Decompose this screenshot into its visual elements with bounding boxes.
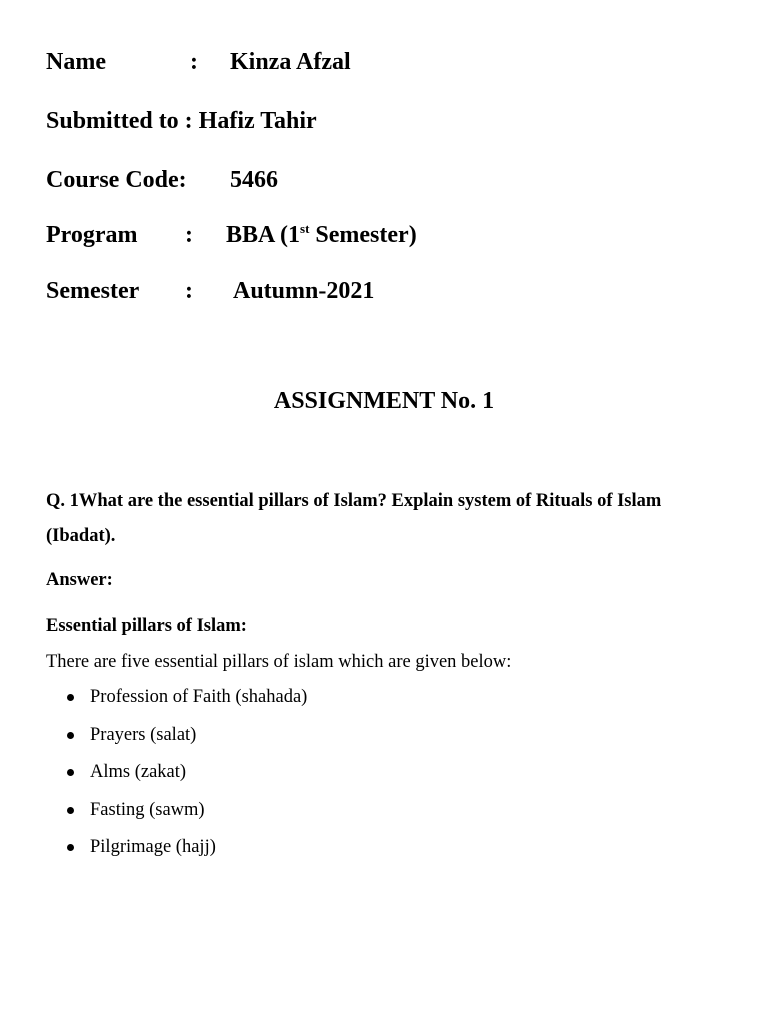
name-label: Name [46,49,106,75]
list-item-text: Profession of Faith (shahada) [90,687,308,707]
bullet-icon [67,844,74,851]
question-text: Q. 1What are the essential pillars of Islam? Explain system of Rituals of Islam (Ibadat). [46,491,662,546]
course-code-value: 5466 [230,167,278,193]
semester-separator: : [185,278,193,304]
assignment-title: ASSIGNMENT No. 1 [273,388,495,414]
semester-label: Semester [46,278,140,304]
list-item-text: Alms (zakat) [90,762,187,782]
section-heading: Essential pillars of Islam: [46,616,247,636]
program-value-superscript: st [300,221,310,236]
bullet-icon [67,769,74,776]
program-value-main: BBA (1 [226,222,301,248]
program-value [226,221,417,249]
name-separator: : [190,49,198,75]
course-code-label: Course Code: [46,167,187,193]
list-item-text: Fasting (sawm) [90,799,205,820]
bullet-icon [67,807,74,814]
program-value-rest: Semester) [309,222,417,248]
answer-label: Answer: [46,570,113,590]
name-value: Kinza Afzal [230,49,351,75]
list-item-text: Prayers (salat) [90,724,197,745]
list-item-text: Pilgrimage (hajj) [90,837,216,857]
submitted-to-text: Submitted to : Hafiz Tahir [46,108,317,134]
program-label: Program [46,222,138,248]
program-separator: : [185,222,193,248]
semester-value: Autumn-2021 [233,278,375,304]
intro-paragraph: There are five essential pillars of islam which are given below: [46,652,512,672]
bullet-icon [67,694,74,701]
bullet-icon [67,732,74,739]
